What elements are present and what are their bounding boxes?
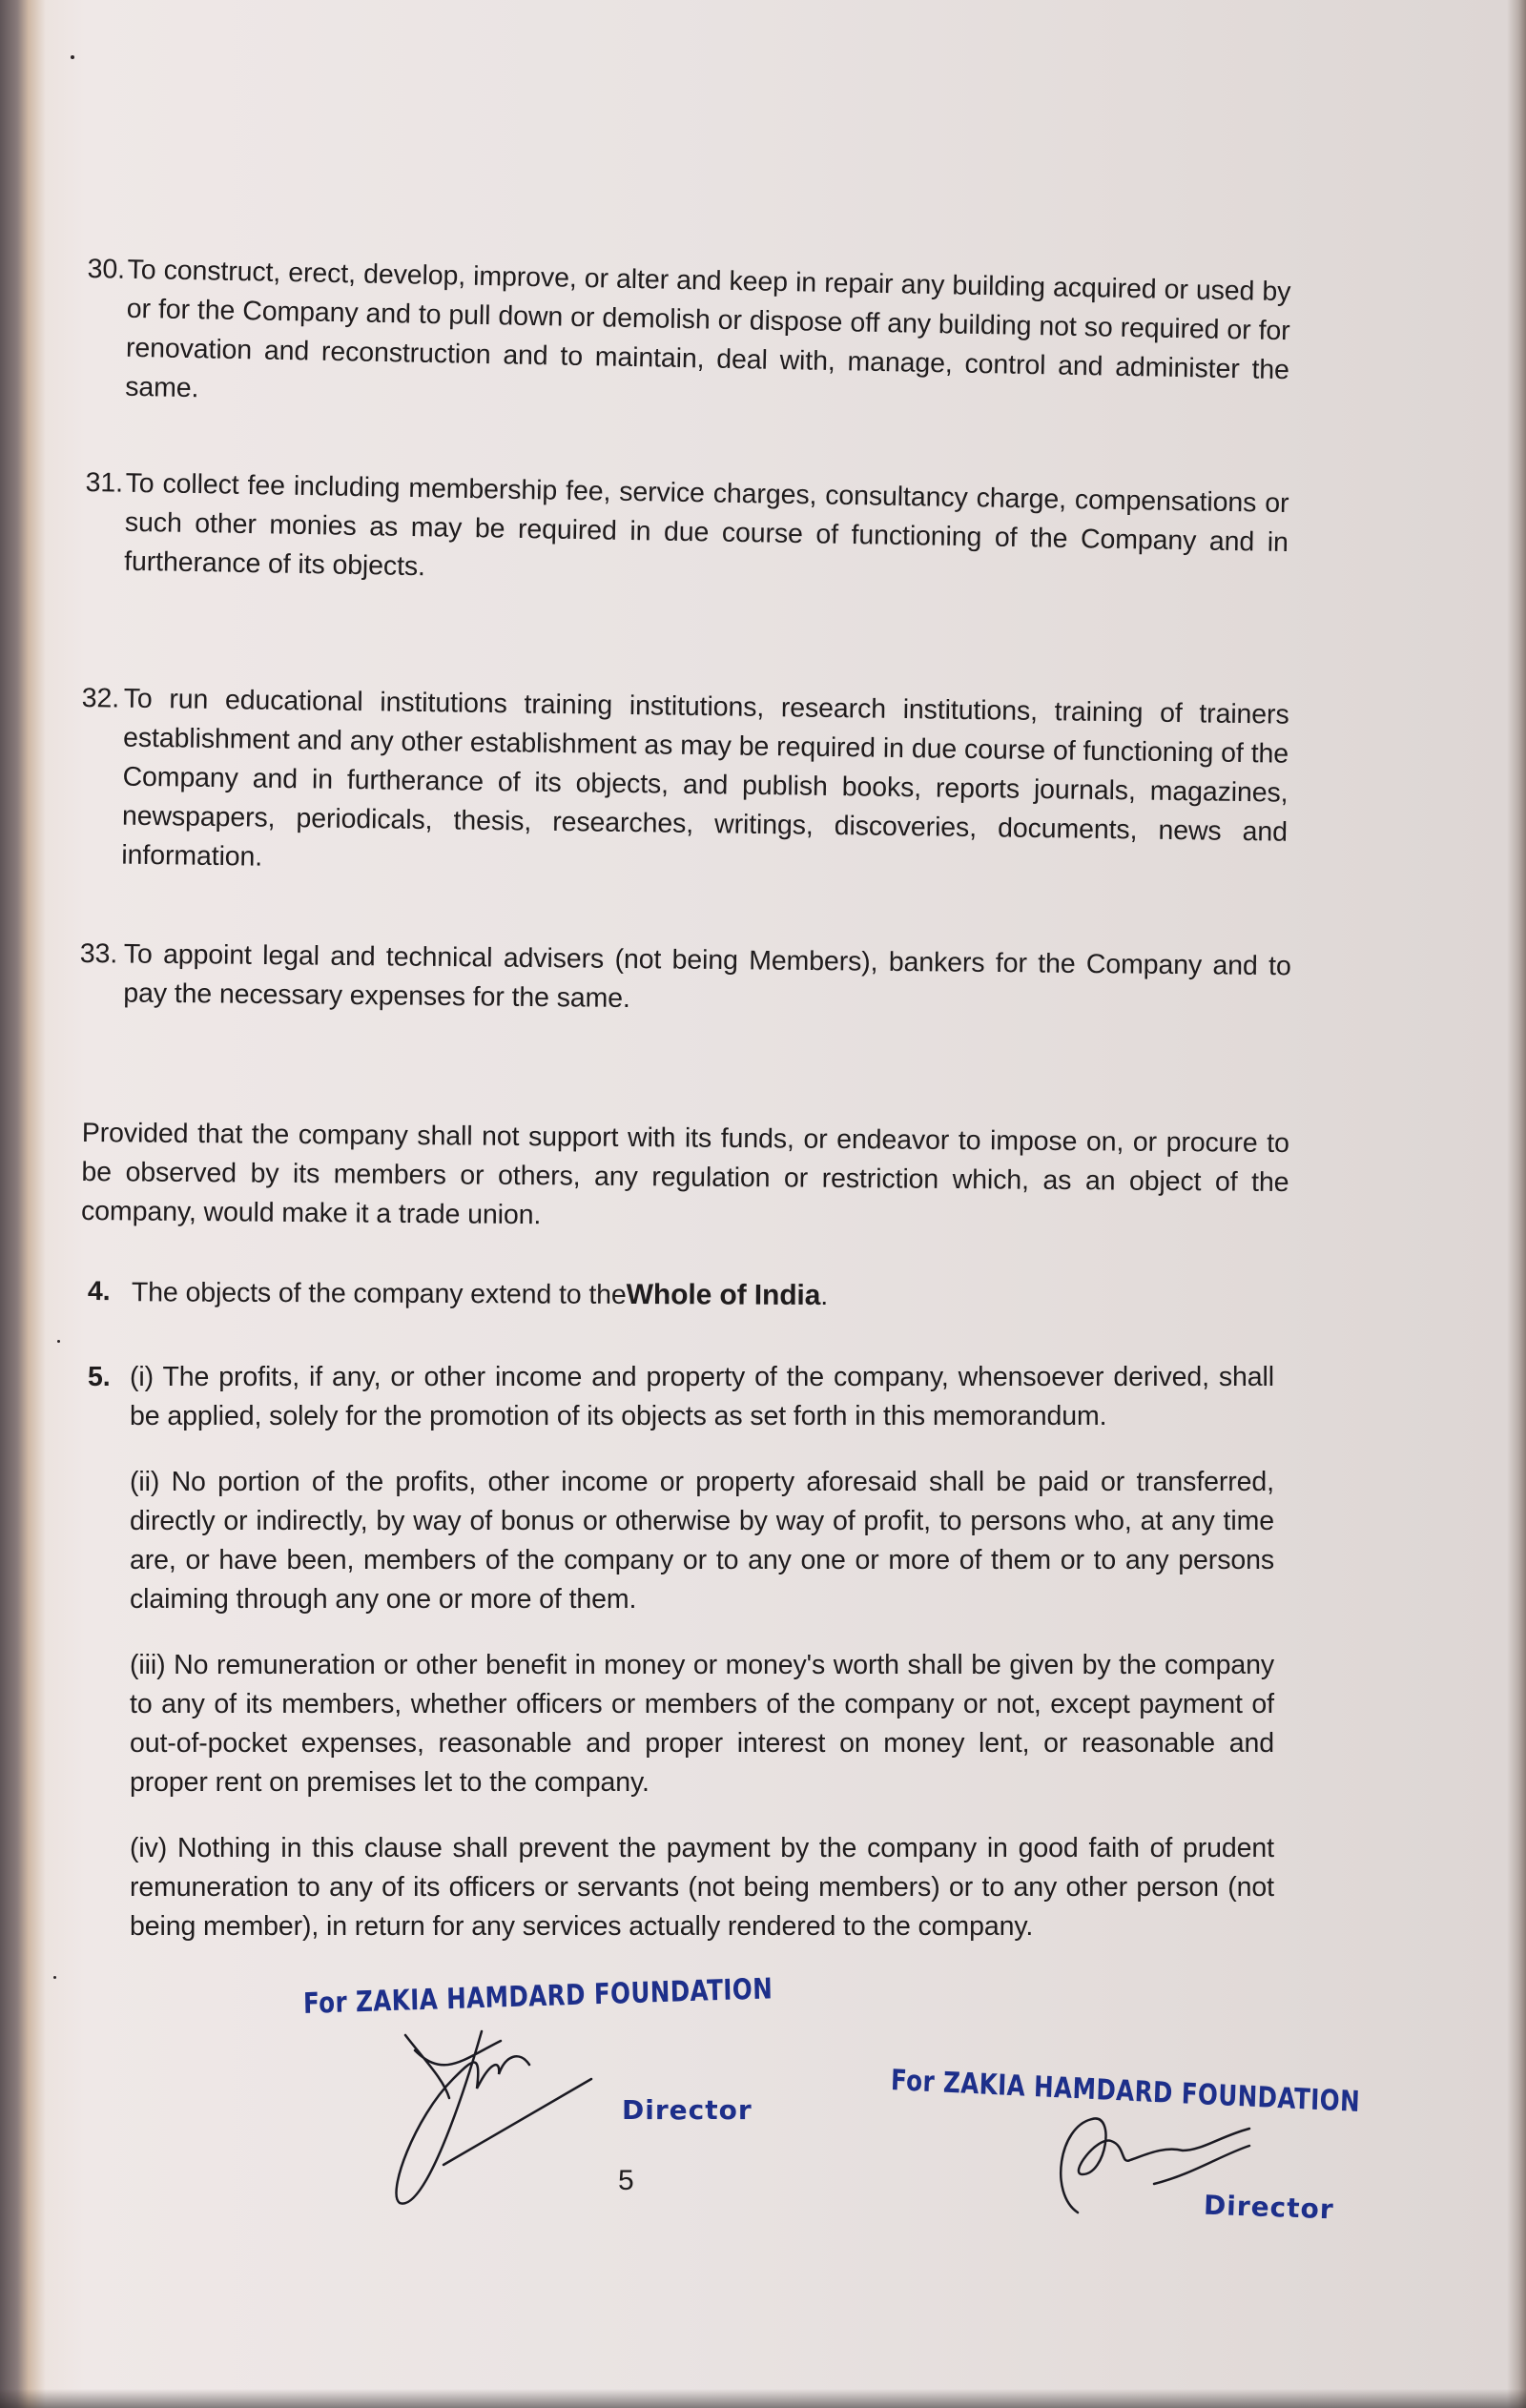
clause-number: 31. — [85, 466, 124, 499]
clause-number: 32. — [81, 682, 120, 714]
subclause-iv — [88, 1829, 1274, 1946]
page-number: 5 — [618, 2165, 634, 2196]
clause-30 — [85, 250, 1291, 429]
subclause-iii — [88, 1646, 1274, 1802]
clause-text: To run educational institutions training institutions, research institutions, training of trainers establishment and any other establishment as may be required in due course of functioning of the Company and in furtherance of its objects, and publish books, reports journals, magazines, newspapers, periodicals, thesis, researches, writings, discoveries, documents, news and information. — [121, 683, 1289, 873]
section-5 — [88, 1358, 1274, 1946]
subclause-i — [88, 1358, 1274, 1436]
subclause-text: No remuneration or other benefit in money or money's worth shall be given by the company to any of its members, whether officers or members of the company or not, except payment of out-of-pocket expenses, reasonable and proper interest on money lent, or reasonable and proper rent on premises let to the company. — [130, 1650, 1275, 1798]
clause-31 — [84, 463, 1289, 602]
section-4-emphasis: Whole of India — [626, 1278, 821, 1312]
speck — [53, 1976, 56, 1979]
section-number: 4. — [87, 1276, 111, 1307]
subclause-ii — [88, 1463, 1274, 1619]
clause-text: To appoint legal and technical advisers (not being Members), bankers for the Company and to pay the necessary expenses for the same. — [123, 938, 1291, 1015]
clause-number: 30. — [87, 253, 126, 285]
clause-32 — [79, 679, 1289, 892]
subclause-text: No portion of the profits, other income or property aforesaid shall be paid or transferred, directly or indirectly, by way of bonus or otherwise by way of profit, to persons who, at any time are, or have been, members of the company or to any one or more of them or to any persons claiming through any one or more of them. — [130, 1467, 1275, 1615]
subclause-label: (i) — [130, 1362, 155, 1392]
director-title-left: Director — [622, 2094, 753, 2126]
director-title-right: Director — [1203, 2189, 1335, 2226]
clause-text: To construct, erect, develop, improve, or alter and keep in repair any building acquired or used by or for the Company and to pull down or demolish or dispose off any building not so required or for renovation and reconstruction and to maintain, deal with, manage, control and administer the same. — [124, 254, 1291, 404]
clause-number: 33. — [79, 937, 118, 970]
clause-text: To collect fee including membership fee, service charges, consultancy charge, compensations or such other monies as may be required in due course of functioning of the Company and in furtherance of its objects. — [123, 467, 1289, 583]
subclause-label: (iii) — [130, 1650, 166, 1680]
subclause-text: Nothing in this clause shall prevent the payment by the company in good faith of prudent remuneration to any of its officers or servants (not being members) or to any other person (not being member), in return for any services actually rendered to the company. — [130, 1833, 1274, 1942]
proviso-paragraph — [81, 1114, 1289, 1242]
company-stamp-right: For ZAKIA HAMDARD FOUNDATION — [890, 2064, 1361, 2120]
proviso-text: Provided that the company shall not support with its funds, or endeavor to impose on, or procure to be observed by its members or others, any regulation or restriction which, as an object of the company, would make it a trade union. — [80, 1117, 1289, 1231]
subclause-text: The profits, if any, or other income and property of the company, whensoever derived, shall be applied, solely for the promotion of its objects as set forth in this memorandum. — [130, 1362, 1275, 1431]
signature-stroke — [397, 2031, 591, 2204]
speck — [57, 1340, 60, 1343]
section-4-text: The objects of the company extend to the — [131, 1277, 627, 1310]
signature-left — [386, 2022, 634, 2212]
section-number: 5. — [88, 1362, 111, 1392]
speck — [71, 55, 74, 59]
section-text — [88, 1272, 1289, 1319]
clause-33 — [79, 935, 1291, 1025]
subclause-label: (ii) — [130, 1467, 160, 1497]
section-4 — [88, 1272, 1289, 1319]
section-4-end: . — [820, 1281, 829, 1312]
company-stamp-left: For ZAKIA HAMDARD FOUNDATION — [302, 1972, 773, 2021]
subclause-label: (iv) — [130, 1833, 168, 1863]
